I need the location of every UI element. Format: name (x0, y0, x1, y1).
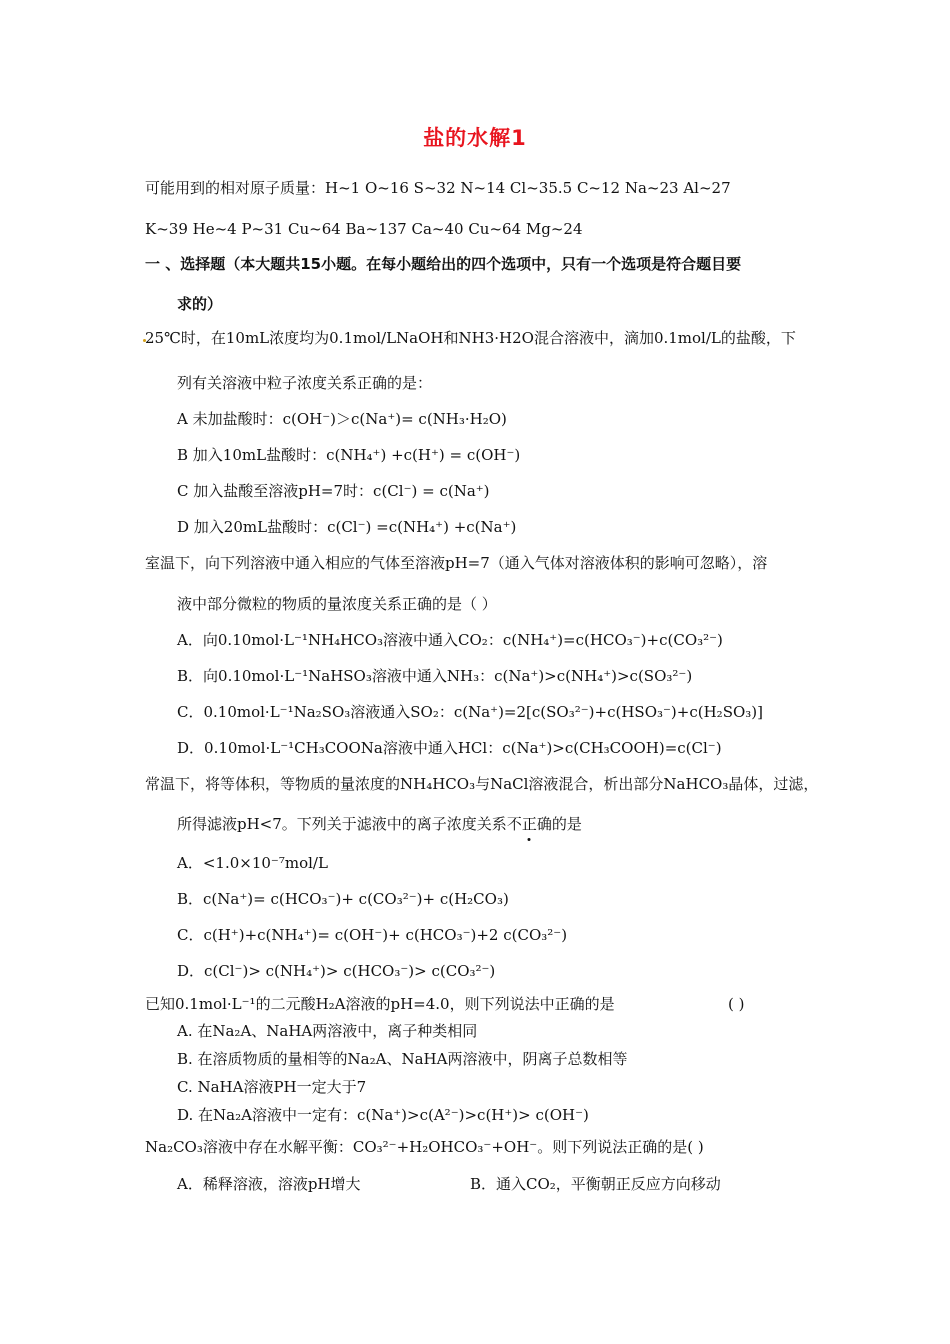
q2-stem-line-2: 液中部分微粒的物质的量浓度关系正确的是（ ） (177, 595, 497, 613)
q4-option-c: C. NaHA溶液PH一定大于7 (177, 1078, 367, 1096)
q3-stem-line-2 (177, 814, 582, 834)
q3-stem-line-1: 常温下，将等体积，等物质的量浓度的NH₄HCO₃与NaCl溶液混合，析出部分NaHCO₃晶体，过滤， (145, 775, 819, 793)
atomic-mass-line-2: K~39 He~4 P~31 Cu~64 Ba~137 Ca~40 Cu~64 Mg~24 (145, 220, 583, 238)
q3-emphasis-not-correct: 不正确 (506, 815, 552, 833)
q1-stem-line-2: 列有关溶液中粒子浓度关系正确的是： (177, 374, 433, 392)
q1-option-d: D 加入20mL盐酸时：c(Cl⁻) =c(NH₄⁺) +c(Na⁺) (177, 518, 517, 536)
q3-option-d: D．c(Cl⁻)> c(NH₄⁺)> c(HCO₃⁻)> c(CO₃²⁻) (177, 962, 496, 980)
q4-option-a: A. 在Na₂A、NaHA两溶液中，离子种类相同 (177, 1022, 478, 1040)
q2-option-c: C．0.10mol·L⁻¹Na₂SO₃溶液通入SO₂：c(Na⁺)=2[c(SO₃²⁻)+c(HSO₃⁻)+c(H₂SO₃)] (177, 703, 763, 721)
section-heading-line-1: 一 、选择题（本大题共15小题。在每小题给出的四个选项中，只有一个选项是符合题目要 (145, 255, 742, 273)
q2-option-d: D．0.10mol·L⁻¹CH₃COONa溶液中通入HCl：c(Na⁺)>c(CH₃COOH)=c(Cl⁻) (177, 739, 722, 757)
q1-option-b: B 加入10mL盐酸时：c(NH₄⁺) +c(H⁺) = c(OH⁻) (177, 446, 521, 464)
q3-option-c: C．c(H⁺)+c(NH₄⁺)= c(OH⁻)+ c(HCO₃⁻)+2 c(CO₃²⁻) (177, 926, 568, 944)
atomic-mass-line-1: 可能用到的相对原子质量：H~1 O~16 S~32 N~14 Cl~35.5 C~12 Na~23 Al~27 (145, 179, 731, 197)
q4-option-b: B. 在溶质物质的量相等的Na₂A、NaHA两溶液中，阴离子总数相等 (177, 1050, 628, 1068)
q2-stem-line-1: 室温下，向下列溶液中通入相应的气体至溶液pH=7（通入气体对溶液体积的影响可忽略），溶 (145, 554, 768, 572)
q4-stem: 已知0.1mol·L⁻¹的二元酸H₂A溶液的pH=4.0，则下列说法中正确的是 (145, 995, 615, 1013)
q1-option-c: C 加入盐酸至溶液pH=7时：c(Cl⁻) = c(Na⁺) (177, 482, 490, 500)
q3-stem-pre: 所得滤液pH<7。下列关于滤液中的离子浓度关系 (177, 815, 507, 833)
q1-stem-line-1: 25℃时，在10mL浓度均为0.1mol/LNaOH和NH3·H2O混合溶液中，滴加0.1mol/L的盐酸，下 (145, 329, 796, 347)
q3-option-b: B．c(Na⁺)= c(HCO₃⁻)+ c(CO₃²⁻)+ c(H₂CO₃) (177, 890, 509, 908)
q3-option-a: A．<1.0×10⁻⁷mol/L (177, 854, 328, 872)
page-title: 盐的水解1 (423, 126, 527, 150)
q2-option-a: A．向0.10mol·L⁻¹NH₄HCO₃溶液中通入CO₂：c(NH₄⁺)=c(HCO₃⁻)+c(CO₃²⁻) (177, 631, 723, 649)
q5-stem: Na₂CO₃溶液中存在水解平衡：CO₃²⁻+H₂OHCO₃⁻+OH⁻。则下列说法正确的是( ) (145, 1138, 704, 1156)
q5-option-b: B．通入CO₂，平衡朝正反应方向移动 (470, 1175, 721, 1193)
section-heading-line-2: 求的） (177, 295, 223, 313)
q1-option-a: A 未加盐酸时：c(OH⁻)＞c(Na⁺)= c(NH₃·H₂O) (177, 410, 507, 428)
q4-answer-bracket: ( ) (728, 995, 745, 1013)
q3-stem-post: 的是 (551, 815, 582, 833)
q2-option-b: B．向0.10mol·L⁻¹NaHSO₃溶液中通入NH₃：c(Na⁺)>c(NH₄⁺)>c(SO₃²⁻) (177, 667, 693, 685)
q4-option-d: D. 在Na₂A溶液中一定有：c(Na⁺)>c(A²⁻)>c(H⁺)> c(OH⁻) (177, 1106, 589, 1124)
q5-option-a: A．稀释溶液，溶液pH增大 (177, 1175, 361, 1193)
